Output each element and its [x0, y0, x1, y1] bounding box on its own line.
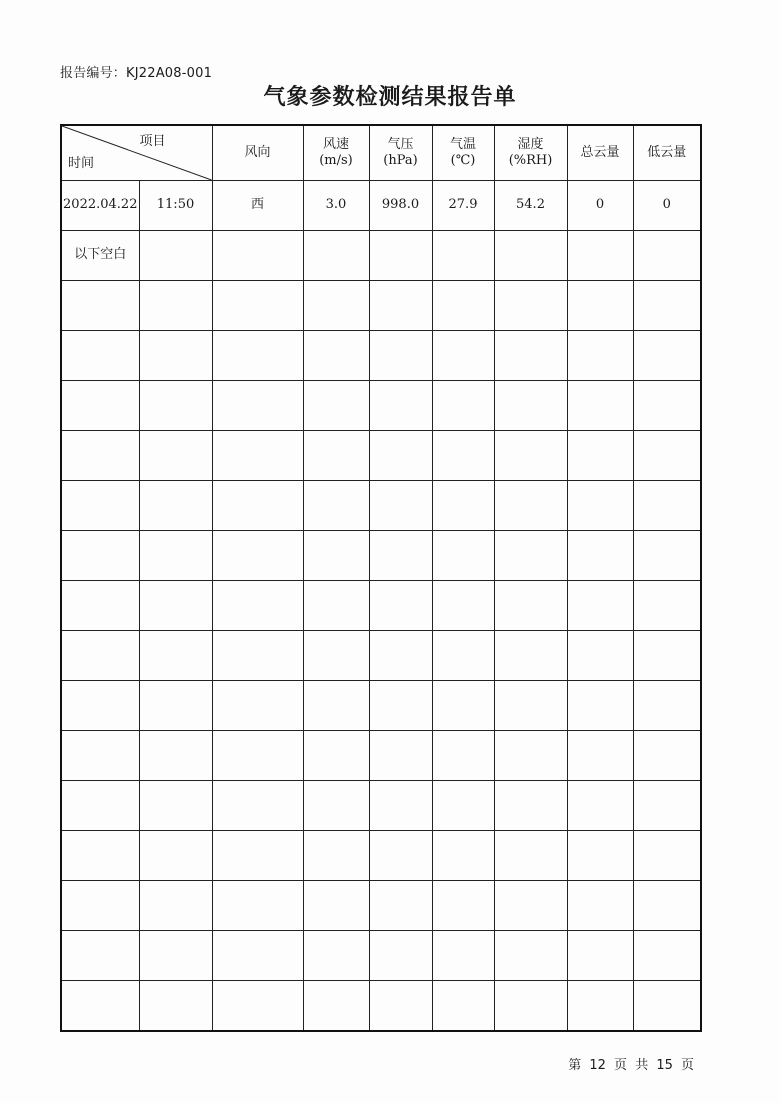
table-header-row: [61, 125, 701, 181]
cell-humidity: 54.2: [494, 181, 567, 231]
header-diagonal-cell: [61, 125, 212, 181]
header-pressure: 气压 (hPa): [369, 125, 432, 181]
cell-wind-speed: 3.0: [303, 181, 369, 231]
table-row: [61, 631, 701, 681]
header-wind-speed: 风速 (m/s): [303, 125, 369, 181]
header-low-cloud: 低云量: [633, 125, 701, 181]
weather-data-table: [60, 124, 702, 1032]
header-total-cloud: 总云量: [567, 125, 633, 181]
table-row: [61, 831, 701, 881]
table-row: [61, 331, 701, 381]
table-row: [61, 881, 701, 931]
table-row: [61, 381, 701, 431]
header-time: 时间: [68, 155, 95, 171]
header-humidity: 湿度 (%RH): [494, 125, 567, 181]
table-row: [61, 931, 701, 981]
cell-temperature: 27.9: [432, 181, 494, 231]
table-row: [61, 231, 701, 281]
table-row: [61, 281, 701, 331]
report-number: 报告编号：KJ22A08-001: [60, 66, 213, 81]
table-row: [61, 781, 701, 831]
cell-time: 11:50: [139, 181, 212, 231]
table-row: [61, 431, 701, 481]
cell-wind-direction: 西: [212, 181, 303, 231]
table-row: [61, 481, 701, 531]
table-row: [61, 981, 701, 1032]
cell-low-cloud: 0: [633, 181, 701, 231]
header-wind-direction: 风向: [212, 125, 303, 181]
table-row: [61, 681, 701, 731]
table-row: [61, 731, 701, 781]
table-row: [61, 531, 701, 581]
cell-pressure: 998.0: [369, 181, 432, 231]
header-temperature: 气温 (℃): [432, 125, 494, 181]
header-item: 项目: [139, 134, 166, 149]
cell-total-cloud: 0: [567, 181, 633, 231]
page-footer: 第 12 页 共 15 页: [568, 1058, 694, 1073]
page-title: 气象参数检测结果报告单: [263, 85, 517, 110]
cell-date: 2022.04.22: [61, 181, 139, 231]
blank-marker: 以下空白: [61, 231, 139, 281]
table-row: [61, 181, 701, 231]
table-row: [61, 581, 701, 631]
